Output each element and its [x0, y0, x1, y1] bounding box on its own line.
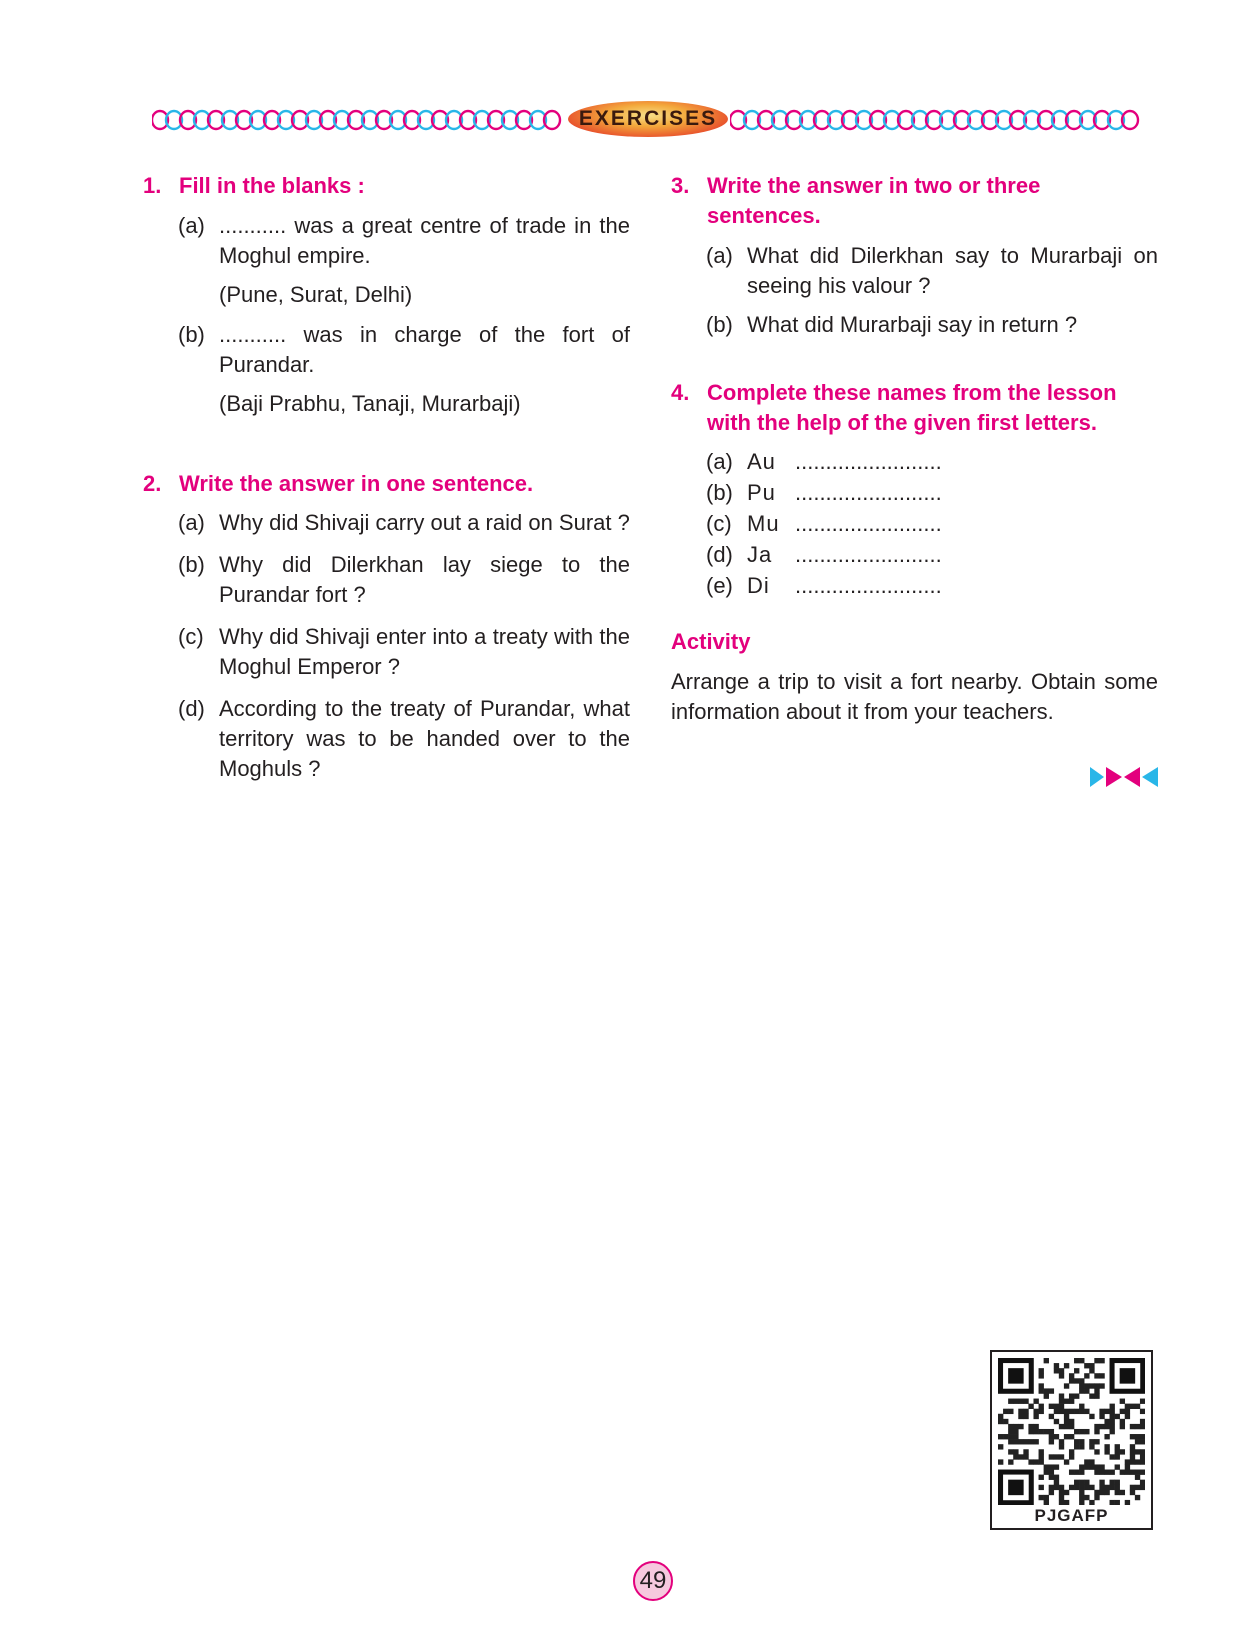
- item-label: (c): [706, 511, 732, 536]
- question-4d: [706, 539, 1158, 570]
- item-text: What did Dilerkhan say to Murarbaji on seeing his valour ?: [747, 243, 1158, 298]
- question-2-heading: [143, 469, 630, 499]
- exercises-badge: [568, 101, 728, 137]
- decorative-chain-left: [152, 109, 564, 131]
- answer-blank: ........................: [795, 542, 942, 567]
- question-1a: [178, 211, 630, 271]
- item-label: (a): [178, 510, 205, 535]
- question-title: Write the answer in two or three sentences.: [707, 173, 1041, 228]
- qr-code-icon: [998, 1358, 1145, 1505]
- exercises-header: [152, 101, 1144, 137]
- item-label: (a): [178, 213, 205, 238]
- item-label: (b): [178, 552, 205, 577]
- question-title: Write the answer in one sentence.: [179, 471, 534, 496]
- item-text: Why did Dilerkhan lay siege to the Purandar fort ?: [219, 552, 630, 607]
- question-4b: [706, 477, 1158, 508]
- answer-blank: ........................: [795, 573, 942, 598]
- question-4-heading: [671, 378, 1158, 438]
- item-text: Why did Shivaji enter into a treaty with the Moghul Emperor ?: [219, 624, 630, 679]
- item-label: (c): [178, 624, 204, 649]
- given-letters: Di: [747, 573, 770, 598]
- question-1a-options: (Pune, Surat, Delhi): [219, 282, 413, 307]
- question-2a: [178, 508, 630, 538]
- item-label: (b): [178, 322, 205, 347]
- question-2d: [178, 694, 630, 784]
- qr-code-label: PJGAFP: [1034, 1506, 1109, 1525]
- question-number: 3.: [671, 173, 690, 198]
- item-label: (a): [706, 243, 733, 268]
- question-4e: [706, 570, 1158, 601]
- page-number: 49: [633, 1561, 673, 1601]
- activity-text: Arrange a trip to visit a fort nearby. Obtain some information about it from your teachers.: [671, 669, 1158, 724]
- question-4a: [706, 446, 1158, 477]
- given-letters: Pu: [747, 480, 776, 505]
- item-text: Why did Shivaji carry out a raid on Surat ?: [219, 510, 630, 535]
- item-label: (a): [706, 449, 733, 474]
- answer-blank: ........................: [795, 480, 942, 505]
- given-letters: Ja: [747, 542, 773, 567]
- exercises-title: EXERCISES: [578, 107, 718, 130]
- question-1b: [178, 320, 630, 380]
- question-2b: [178, 550, 630, 610]
- question-title: Complete these names from the lesson with the help of the given first letters.: [707, 380, 1117, 435]
- question-1b-options: (Baji Prabhu, Tanaji, Murarbaji): [219, 391, 521, 416]
- question-title: Fill in the blanks :: [179, 173, 365, 198]
- left-column: [143, 171, 630, 784]
- question-number: 4.: [671, 380, 690, 405]
- given-letters: Au: [747, 449, 776, 474]
- question-number: 2.: [143, 471, 162, 496]
- item-text: ........... was in charge of the fort of Purandar.: [219, 322, 630, 377]
- question-4c: [706, 508, 1158, 539]
- question-1-heading: [143, 171, 630, 201]
- end-ornament-icon: [1088, 764, 1160, 795]
- decorative-chain-right: [730, 109, 1144, 131]
- item-label: (b): [706, 480, 733, 505]
- question-number: 1.: [143, 173, 162, 198]
- activity-heading: Activity: [671, 629, 751, 654]
- qr-code-box: [990, 1350, 1153, 1530]
- item-label: (b): [706, 312, 733, 337]
- question-3b: [706, 310, 1158, 340]
- question-3-heading: [671, 171, 1158, 231]
- given-letters: Mu: [747, 511, 780, 536]
- right-column: [671, 171, 1158, 727]
- question-3a: [706, 241, 1158, 301]
- item-text: What did Murarbaji say in return ?: [747, 312, 1078, 337]
- question-2c: [178, 622, 630, 682]
- item-text: ........... was a great centre of trade in the Moghul empire.: [219, 213, 630, 268]
- answer-blank: ........................: [795, 449, 942, 474]
- item-label: (d): [178, 696, 205, 721]
- answer-blank: ........................: [795, 511, 942, 536]
- item-text: According to the treaty of Purandar, what territory was to be handed over to the Moghuls ?: [219, 696, 630, 781]
- item-label: (d): [706, 542, 733, 567]
- item-label: (e): [706, 573, 733, 598]
